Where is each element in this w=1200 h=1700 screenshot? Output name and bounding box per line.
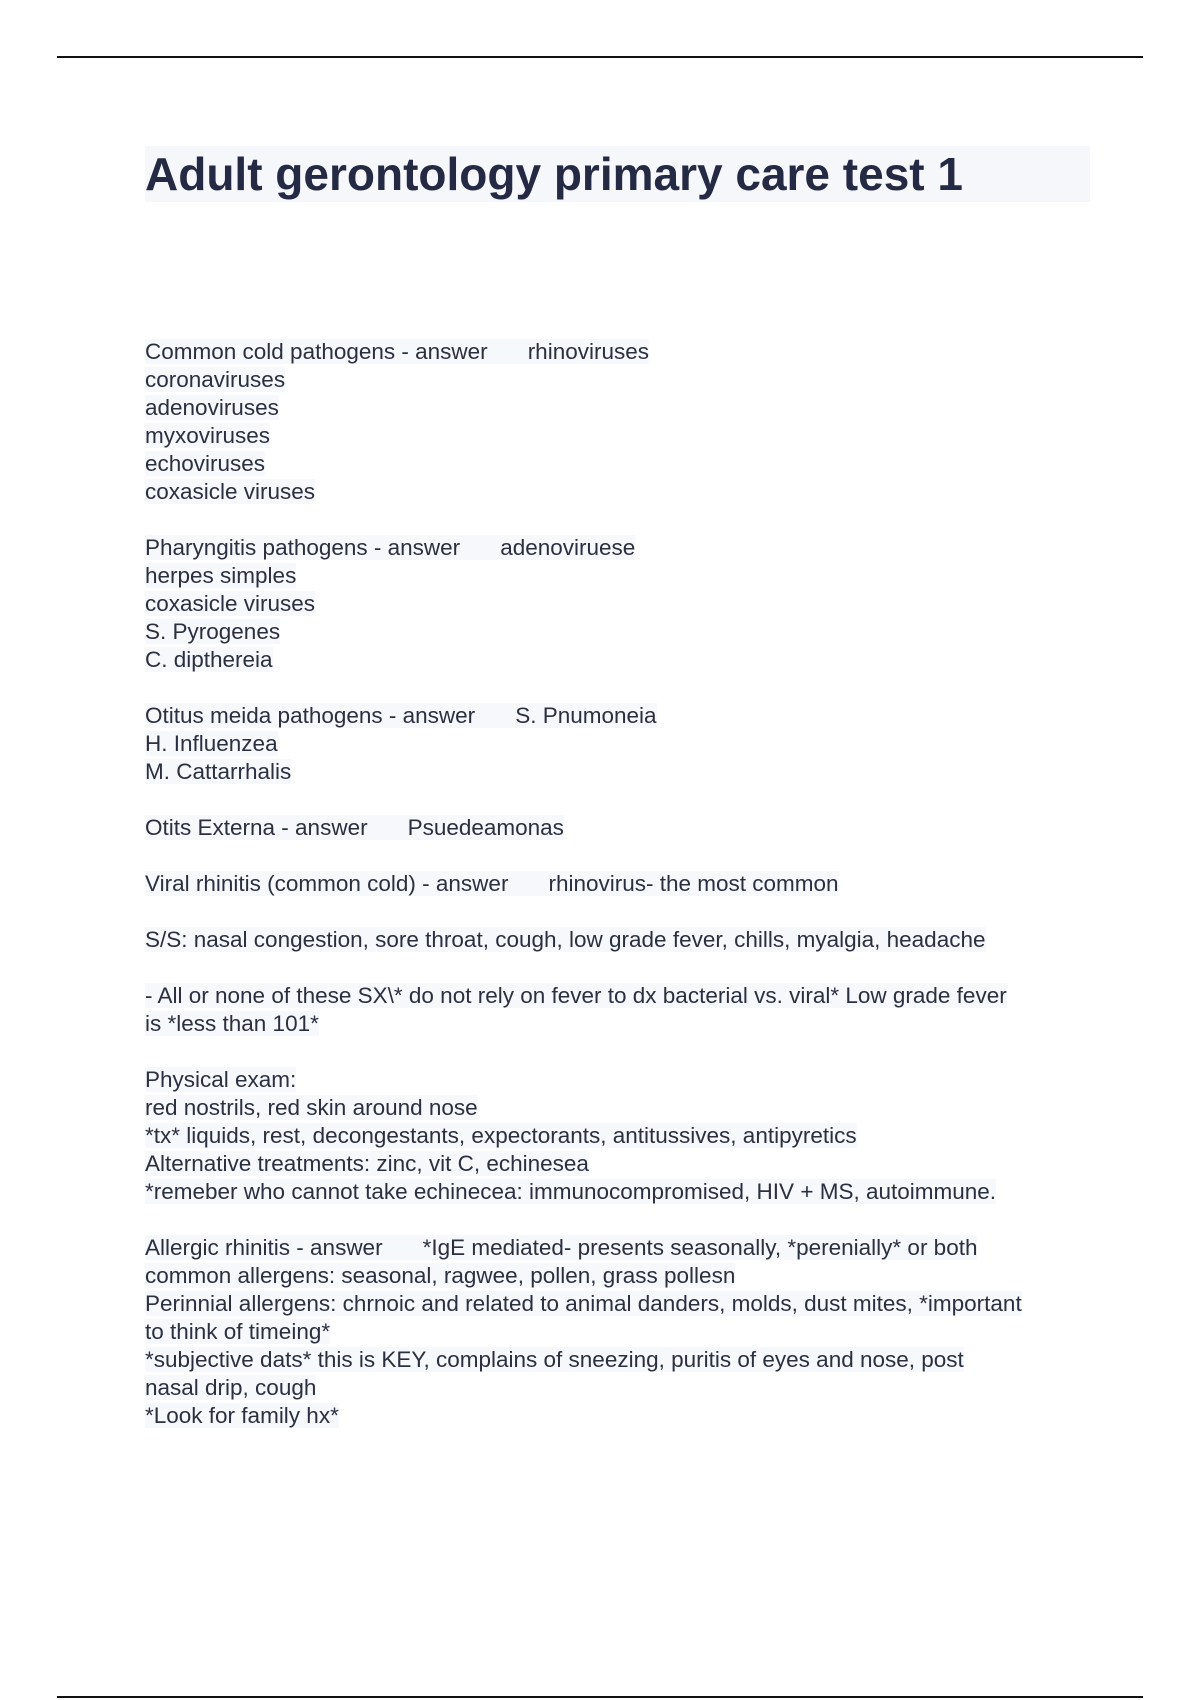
entry-line [145, 618, 1090, 646]
entry-line [145, 1402, 1090, 1430]
question-answer-line [145, 339, 649, 364]
flashcard-list [145, 338, 1090, 1430]
question-term: Otitus meida pathogens - answer [145, 703, 476, 728]
question-term: Pharyngitis pathogens - answer [145, 535, 461, 560]
question-answer-line [145, 815, 564, 840]
flashcard-entry [145, 982, 1090, 1038]
entry-line [145, 758, 1090, 786]
entry-line [145, 1178, 1090, 1206]
body-text: common allergens: seasonal, ragwee, pollen, grass pollesn [145, 1263, 736, 1288]
entry-line [145, 590, 1090, 618]
entry-line [145, 1066, 1090, 1094]
document-title: Adult gerontology primary care test 1 [145, 146, 1090, 202]
question-term: Allergic rhinitis - answer [145, 1235, 383, 1260]
entry-line [145, 534, 1090, 562]
entry-line [145, 730, 1090, 758]
entry-line [145, 1262, 1090, 1290]
question-answer-line [145, 1235, 977, 1260]
entry-line [145, 422, 1090, 450]
question-answer-line [145, 703, 657, 728]
body-text: to think of timeing* [145, 1319, 331, 1344]
answer-text: *IgE mediated- presents seasonally, *perenially* or both [422, 1235, 978, 1260]
entry-line [145, 338, 1090, 366]
body-text: adenoviruses [145, 395, 279, 420]
flashcard-entry [145, 1234, 1090, 1430]
flashcard-entry [145, 534, 1090, 674]
question-term: Common cold pathogens - answer [145, 339, 488, 364]
flashcard-entry [145, 870, 1090, 898]
question-term: Otits Externa - answer [145, 815, 368, 840]
entry-line [145, 646, 1090, 674]
body-text: nasal drip, cough [145, 1375, 317, 1400]
flashcard-entry [145, 1066, 1090, 1206]
flashcard-entry [145, 338, 1090, 506]
body-text: myxoviruses [145, 423, 271, 448]
entry-line [145, 1346, 1090, 1374]
answer-text: Psuedeamonas [407, 815, 564, 840]
body-text: herpes simples [145, 563, 297, 588]
question-answer-line [145, 535, 635, 560]
body-text: is *less than 101* [145, 1011, 319, 1036]
entry-line [145, 450, 1090, 478]
body-text: Physical exam: [145, 1067, 297, 1092]
entry-line [145, 926, 1090, 954]
entry-line [145, 1094, 1090, 1122]
entry-line [145, 702, 1090, 730]
question-answer-line [145, 871, 839, 896]
entry-line [145, 1010, 1090, 1038]
entry-line [145, 1150, 1090, 1178]
document-body [145, 146, 1090, 1458]
body-text: H. Influenzea [145, 731, 278, 756]
entry-line [145, 478, 1090, 506]
answer-text: S. Pnumoneia [515, 703, 657, 728]
flashcard-entry [145, 926, 1090, 954]
body-text: *remeber who cannot take echinecea: immunocompromised, HIV + MS, autoimmune. [145, 1179, 997, 1204]
entry-line [145, 1290, 1090, 1318]
entry-line [145, 394, 1090, 422]
body-text: S/S: nasal congestion, sore throat, cough, low grade fever, chills, myalgia, headache [145, 927, 986, 952]
body-text: *tx* liquids, rest, decongestants, expectorants, antitussives, antipyretics [145, 1123, 857, 1148]
answer-text: rhinovirus- the most common [548, 871, 839, 896]
body-text: S. Pyrogenes [145, 619, 281, 644]
entry-line [145, 982, 1090, 1010]
entry-line [145, 814, 1090, 842]
body-text: - All or none of these SX\* do not rely on fever to dx bacterial vs. viral* Low grade fever [145, 983, 1007, 1008]
answer-text: rhinoviruses [527, 339, 649, 364]
entry-line [145, 1374, 1090, 1402]
body-text: Alternative treatments: zinc, vit C, echinesea [145, 1151, 589, 1176]
body-text: coronaviruses [145, 367, 286, 392]
body-text: coxasicle viruses [145, 591, 316, 616]
body-text: *subjective dats* this is KEY, complains of sneezing, puritis of eyes and nose, post [145, 1347, 964, 1372]
entry-line [145, 562, 1090, 590]
answer-text: adenoviruese [500, 535, 636, 560]
body-text: C. dipthereia [145, 647, 273, 672]
entry-line [145, 1318, 1090, 1346]
body-text: M. Cattarrhalis [145, 759, 292, 784]
body-text: *Look for family hx* [145, 1403, 339, 1428]
entry-line [145, 1122, 1090, 1150]
body-text: echoviruses [145, 451, 266, 476]
entry-line [145, 366, 1090, 394]
flashcard-entry [145, 702, 1090, 786]
entry-line [145, 1234, 1090, 1262]
flashcard-entry [145, 814, 1090, 842]
body-text: coxasicle viruses [145, 479, 316, 504]
entry-line [145, 870, 1090, 898]
top-rule [57, 56, 1143, 58]
body-text: red nostrils, red skin around nose [145, 1095, 478, 1120]
body-text: Perinnial allergens: chrnoic and related to animal danders, molds, dust mites, *important [145, 1291, 1022, 1316]
question-term: Viral rhinitis (common cold) - answer [145, 871, 509, 896]
bottom-rule [57, 1696, 1143, 1698]
